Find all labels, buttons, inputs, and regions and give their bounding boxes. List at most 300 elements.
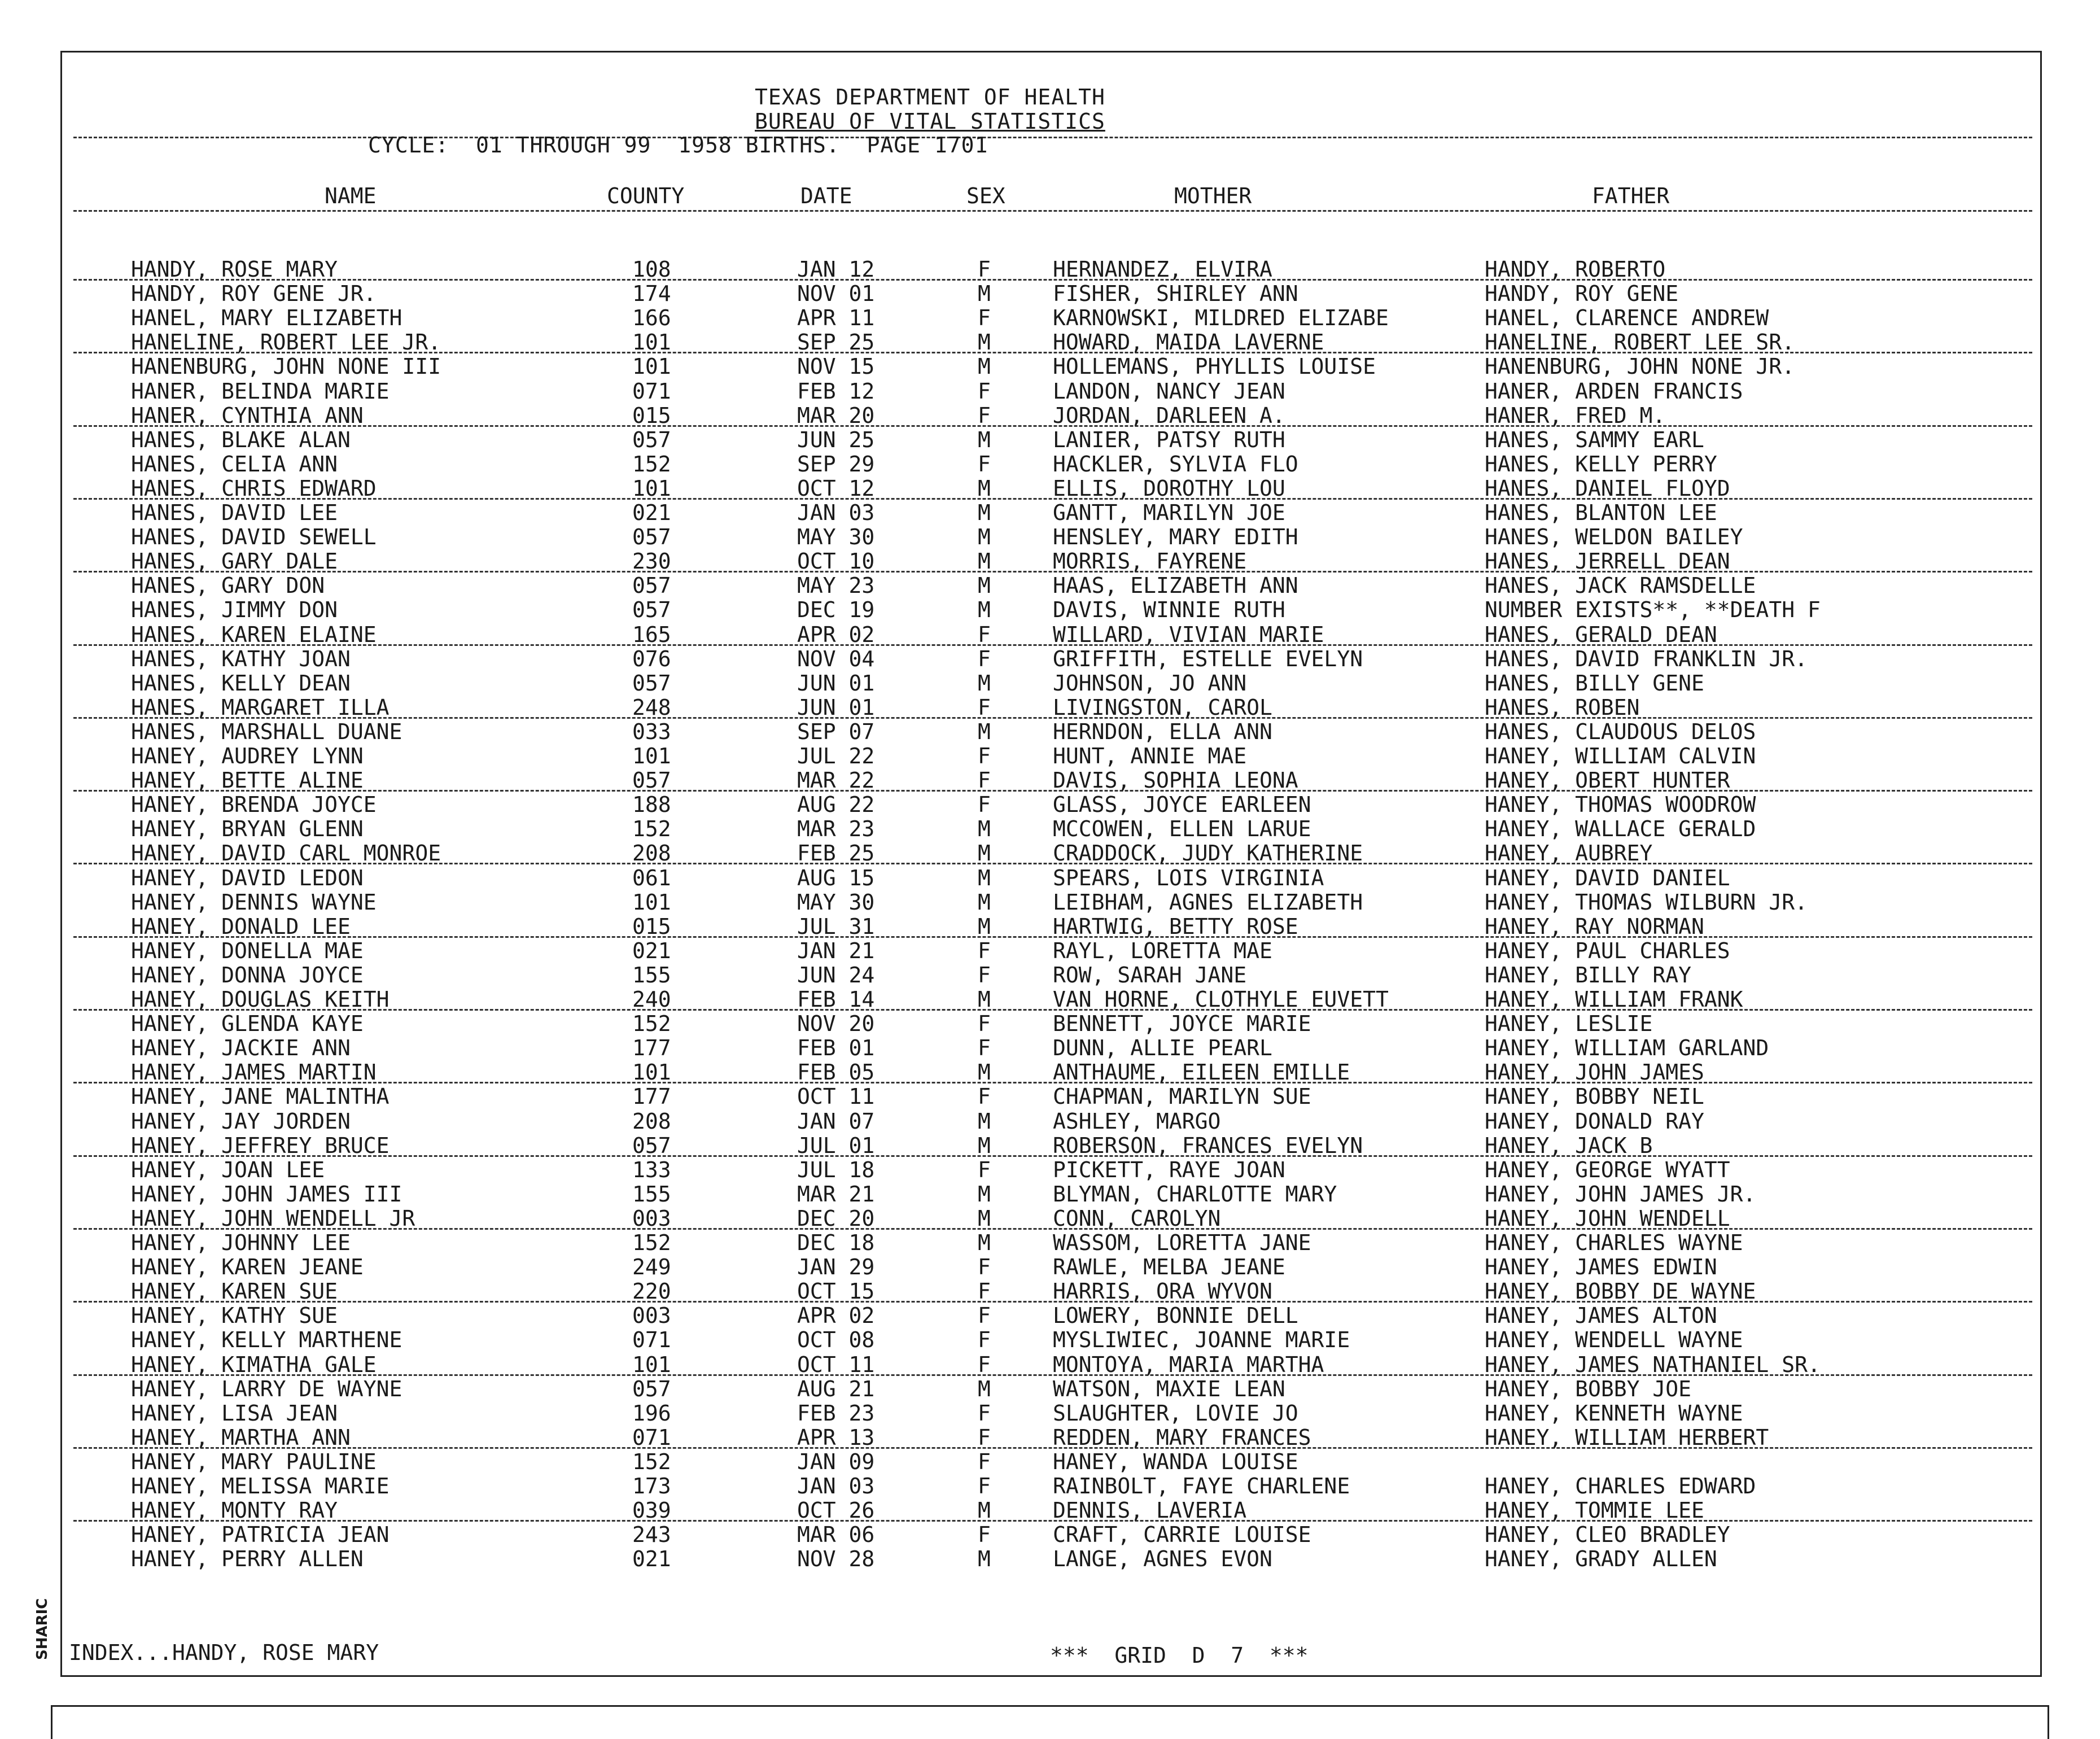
- cell-county: 071: [632, 1327, 671, 1353]
- cell-county: 166: [632, 305, 671, 331]
- cell-county: 196: [632, 1400, 671, 1426]
- cell-mother: DENNIS, LAVERIA: [1053, 1498, 1247, 1523]
- cell-name: HANEY, BETTE ALINE: [131, 768, 364, 793]
- header-bureau: BUREAU OF VITAL STATISTICS: [755, 109, 1105, 134]
- cell-name: HANES, DAVID LEE: [131, 500, 338, 525]
- cell-county: 243: [632, 1522, 671, 1548]
- cell-sex: M: [978, 865, 991, 890]
- cell-name: HANES, MARGARET ILLA: [131, 694, 390, 720]
- cell-mother: ANTHAUME, EILEEN EMILLE: [1053, 1060, 1350, 1085]
- cell-father: HANES, BLANTON LEE: [1485, 500, 1717, 525]
- cell-county: 101: [632, 475, 671, 501]
- cell-date: FEB 23: [797, 1400, 875, 1426]
- cell-mother: HERNDON, ELLA ANN: [1053, 719, 1272, 744]
- cell-mother: DUNN, ALLIE PEARL: [1053, 1035, 1272, 1061]
- cell-sex: F: [978, 1449, 991, 1474]
- cell-county: 108: [632, 257, 671, 282]
- cell-sex: M: [978, 1498, 991, 1523]
- cell-father: HANEY, BOBBY JOE: [1485, 1376, 1692, 1401]
- cell-mother: LIVINGSTON, CAROL: [1053, 694, 1272, 720]
- cell-sex: M: [978, 330, 991, 355]
- cell-sex: F: [978, 1255, 991, 1280]
- cell-date: JUL 31: [797, 914, 875, 939]
- cell-sex: M: [978, 841, 991, 866]
- cell-county: 057: [632, 597, 671, 623]
- cell-county: 057: [632, 1376, 671, 1401]
- cell-county: 061: [632, 865, 671, 890]
- cell-county: 174: [632, 281, 671, 307]
- cell-name: HANEY, BRYAN GLENN: [131, 816, 364, 842]
- cell-father: HANEY, WILLIAM CALVIN: [1485, 744, 1756, 768]
- cell-sex: F: [978, 622, 991, 647]
- cell-county: 249: [632, 1255, 671, 1280]
- cell-name: HANEY, JOHNNY LEE: [131, 1230, 351, 1255]
- cell-county: 173: [632, 1474, 671, 1498]
- cell-name: HANEY, KATHY SUE: [131, 1303, 338, 1329]
- cell-sex: F: [978, 938, 991, 963]
- cell-mother: CHAPMAN, MARILYN SUE: [1053, 1084, 1311, 1109]
- column-header-father: FATHER: [1592, 183, 1670, 208]
- cell-county: 003: [632, 1303, 671, 1329]
- cell-county: 057: [632, 427, 671, 452]
- cell-father: HANEY, JAMES NATHANIEL SR.: [1485, 1352, 1821, 1377]
- cell-sex: M: [978, 597, 991, 623]
- cell-mother: LANDON, NANCY JEAN: [1053, 378, 1285, 404]
- cell-date: FEB 14: [797, 987, 875, 1012]
- cell-sex: M: [978, 1060, 991, 1085]
- cell-sex: M: [978, 500, 991, 525]
- cell-date: AUG 21: [797, 1376, 875, 1401]
- cell-name: HANES, GARY DALE: [131, 549, 338, 574]
- cell-mother: JOHNSON, JO ANN: [1053, 670, 1247, 696]
- cell-name: HANEY, DONALD LEE: [131, 914, 351, 939]
- column-header-name: NAME: [325, 183, 377, 208]
- cell-father: HANES, JERRELL DEAN: [1485, 549, 1730, 574]
- cell-name: HANENBURG, JOHN NONE III: [131, 354, 441, 379]
- footer-grid: *** GRID D 7 ***: [1050, 1643, 1309, 1668]
- cell-sex: M: [978, 281, 991, 307]
- cell-sex: M: [978, 1133, 991, 1158]
- cell-date: OCT 15: [797, 1279, 875, 1304]
- cell-county: 021: [632, 1546, 671, 1572]
- cell-name: HANES, GARY DON: [131, 573, 325, 598]
- cell-sex: F: [978, 1474, 991, 1498]
- cell-sex: F: [978, 694, 991, 720]
- cell-date: NOV 01: [797, 281, 875, 307]
- cell-father: HANEY, THOMAS WOODROW: [1485, 792, 1756, 818]
- cell-mother: LANIER, PATSY RUTH: [1053, 427, 1285, 452]
- cell-date: JAN 21: [797, 938, 875, 963]
- cell-sex: F: [978, 1011, 991, 1037]
- cell-sex: F: [978, 1400, 991, 1426]
- cell-sex: M: [978, 719, 991, 744]
- cell-sex: F: [978, 305, 991, 331]
- cell-mother: WILLARD, VIVIAN MARIE: [1053, 622, 1324, 647]
- column-header-county: COUNTY: [607, 183, 685, 208]
- cell-date: APR 11: [797, 305, 875, 331]
- cell-name: HANES, JIMMY DON: [131, 597, 338, 623]
- cell-date: AUG 22: [797, 792, 875, 818]
- cell-mother: CRADDOCK, JUDY KATHERINE: [1053, 841, 1363, 866]
- cell-name: HANEY, DOUGLAS KEITH: [131, 987, 390, 1012]
- cell-name: HANEY, DONNA JOYCE: [131, 962, 364, 988]
- cell-sex: F: [978, 378, 991, 404]
- cell-name: HANEY, KIMATHA GALE: [131, 1352, 377, 1377]
- cell-sex: M: [978, 1205, 991, 1231]
- cell-date: SEP 25: [797, 330, 875, 355]
- cell-sex: M: [978, 670, 991, 696]
- cell-date: JAN 03: [797, 500, 875, 525]
- cell-date: APR 02: [797, 622, 875, 647]
- cell-county: 015: [632, 403, 671, 428]
- cell-date: DEC 20: [797, 1205, 875, 1231]
- cell-father: HANES, GERALD DEAN: [1485, 622, 1717, 647]
- cell-name: HANES, KELLY DEAN: [131, 670, 351, 696]
- cell-date: FEB 05: [797, 1060, 875, 1085]
- cell-county: 057: [632, 573, 671, 598]
- cell-county: 165: [632, 622, 671, 647]
- cell-mother: HARTWIG, BETTY ROSE: [1053, 914, 1298, 939]
- cell-mother: GLASS, JOYCE EARLEEN: [1053, 792, 1311, 818]
- cell-sex: F: [978, 1157, 991, 1182]
- cell-name: HANER, BELINDA MARIE: [131, 378, 390, 404]
- cell-father: HANEY, PAUL CHARLES: [1485, 938, 1730, 963]
- cell-county: 033: [632, 719, 671, 744]
- cell-name: HANEY, JEFFREY BRUCE: [131, 1133, 390, 1158]
- cell-name: HANES, DAVID SEWELL: [131, 525, 377, 550]
- cell-name: HANEY, JOAN LEE: [131, 1157, 325, 1182]
- cell-date: APR 02: [797, 1303, 875, 1329]
- cell-name: HANES, MARSHALL DUANE: [131, 719, 403, 744]
- cell-father: HANEY, LESLIE: [1485, 1011, 1653, 1037]
- cell-mother: MORRIS, FAYRENE: [1053, 549, 1247, 574]
- cell-date: JUN 24: [797, 962, 875, 988]
- cell-county: 101: [632, 744, 671, 768]
- cell-mother: JORDAN, DARLEEN A.: [1053, 403, 1285, 428]
- cell-county: 101: [632, 354, 671, 379]
- cell-mother: HAAS, ELIZABETH ANN: [1053, 573, 1298, 598]
- cell-mother: LOWERY, BONNIE DELL: [1053, 1303, 1298, 1329]
- cell-date: NOV 20: [797, 1011, 875, 1037]
- cell-father: HANEY, CLEO BRADLEY: [1485, 1522, 1730, 1548]
- cell-sex: F: [978, 962, 991, 988]
- cell-mother: PICKETT, RAYE JOAN: [1053, 1157, 1285, 1182]
- cell-mother: HOLLEMANS, PHYLLIS LOUISE: [1053, 354, 1376, 379]
- cell-mother: BLYMAN, CHARLOTTE MARY: [1053, 1181, 1337, 1207]
- cell-father: HANES, BILLY GENE: [1485, 670, 1704, 696]
- cell-date: DEC 18: [797, 1230, 875, 1255]
- cell-name: HANES, KAREN ELAINE: [131, 622, 377, 647]
- cell-county: 230: [632, 549, 671, 574]
- cell-mother: MCCOWEN, ELLEN LARUE: [1053, 816, 1311, 842]
- footer-index: INDEX...HANDY, ROSE MARY: [69, 1640, 379, 1665]
- cell-father: HANEY, BILLY RAY: [1485, 962, 1692, 988]
- cell-sex: F: [978, 451, 991, 477]
- cell-sex: F: [978, 257, 991, 282]
- column-header-sex: SEX: [966, 183, 1005, 208]
- cell-date: NOV 28: [797, 1546, 875, 1572]
- cell-mother: ROW, SARAH JANE: [1053, 962, 1247, 988]
- cell-name: HANELINE, ROBERT LEE JR.: [131, 330, 441, 355]
- cell-mother: DAVIS, SOPHIA LEONA: [1053, 768, 1298, 793]
- cell-name: HANEY, BRENDA JOYCE: [131, 792, 377, 818]
- cell-mother: RAWLE, MELBA JEANE: [1053, 1255, 1285, 1280]
- column-header-mother: MOTHER: [1174, 183, 1252, 208]
- cell-father: HANEY, JOHN JAMES: [1485, 1060, 1704, 1085]
- cell-county: 152: [632, 451, 671, 477]
- cell-sex: M: [978, 1230, 991, 1255]
- cell-name: HANEY, KELLY MARTHENE: [131, 1327, 403, 1353]
- cell-county: 039: [632, 1498, 671, 1523]
- cell-county: 057: [632, 525, 671, 550]
- cell-name: HANEY, PERRY ALLEN: [131, 1546, 364, 1572]
- cell-county: 177: [632, 1035, 671, 1061]
- cell-sex: F: [978, 744, 991, 768]
- cell-sex: F: [978, 1352, 991, 1377]
- cell-date: JUL 01: [797, 1133, 875, 1158]
- cell-name: HANEL, MARY ELIZABETH: [131, 305, 403, 331]
- cell-name: HANEY, DENNIS WAYNE: [131, 889, 377, 915]
- cell-sex: F: [978, 1279, 991, 1304]
- cell-mother: FISHER, SHIRLEY ANN: [1053, 281, 1298, 307]
- cell-sex: M: [978, 914, 991, 939]
- cell-county: 101: [632, 330, 671, 355]
- cell-date: AUG 15: [797, 865, 875, 890]
- cell-date: SEP 29: [797, 451, 875, 477]
- cell-mother: GRIFFITH, ESTELLE EVELYN: [1053, 646, 1363, 671]
- cell-name: HANEY, GLENDA KAYE: [131, 1011, 364, 1037]
- cell-mother: HERNANDEZ, ELVIRA: [1053, 257, 1272, 282]
- cell-father: HANEY, WILLIAM GARLAND: [1485, 1035, 1769, 1061]
- cell-sex: M: [978, 1181, 991, 1207]
- cell-county: 152: [632, 1230, 671, 1255]
- cell-name: HANEY, KAREN JEANE: [131, 1255, 364, 1280]
- cell-father: HANEY, OBERT HUNTER: [1485, 768, 1730, 793]
- cell-mother: VAN HORNE, CLOTHYLE EUVETT: [1053, 987, 1389, 1012]
- cell-father: HANEY, TOMMIE LEE: [1485, 1498, 1704, 1523]
- cell-mother: ASHLEY, MARGO: [1053, 1108, 1221, 1134]
- cell-name: HANEY, JOHN JAMES III: [131, 1181, 403, 1207]
- cell-father: HANER, ARDEN FRANCIS: [1485, 378, 1743, 404]
- cell-county: 057: [632, 768, 671, 793]
- cell-date: JUL 22: [797, 744, 875, 768]
- cell-date: MAR 20: [797, 403, 875, 428]
- cell-sex: M: [978, 475, 991, 501]
- cell-sex: M: [978, 1376, 991, 1401]
- cell-father: HANES, WELDON BAILEY: [1485, 525, 1743, 550]
- cell-county: 071: [632, 378, 671, 404]
- cell-sex: M: [978, 549, 991, 574]
- cell-sex: F: [978, 792, 991, 818]
- cell-sex: F: [978, 1425, 991, 1450]
- cell-father: HANES, SAMMY EARL: [1485, 427, 1704, 452]
- cell-date: JUN 01: [797, 670, 875, 696]
- cell-name: HANEY, MONTY RAY: [131, 1498, 338, 1523]
- side-stamp: SHARIC: [34, 1598, 51, 1660]
- cell-father: HANEY, THOMAS WILBURN JR.: [1485, 889, 1808, 915]
- cell-name: HANEY, JACKIE ANN: [131, 1035, 351, 1061]
- cell-father: HANEY, GEORGE WYATT: [1485, 1157, 1730, 1182]
- cell-date: MAY 23: [797, 573, 875, 598]
- cell-name: HANES, CELIA ANN: [131, 451, 338, 477]
- cell-sex: F: [978, 646, 991, 671]
- cell-father: HANEY, DAVID DANIEL: [1485, 865, 1730, 890]
- cell-county: 208: [632, 841, 671, 866]
- cell-date: APR 13: [797, 1425, 875, 1450]
- cell-date: JUN 01: [797, 694, 875, 720]
- cell-father: HANEY, JAMES EDWIN: [1485, 1255, 1717, 1280]
- cell-mother: REDDEN, MARY FRANCES: [1053, 1425, 1311, 1450]
- cell-mother: HANEY, WANDA LOUISE: [1053, 1449, 1298, 1474]
- cell-mother: BENNETT, JOYCE MARIE: [1053, 1011, 1311, 1037]
- cell-mother: ELLIS, DOROTHY LOU: [1053, 475, 1285, 501]
- cell-county: 208: [632, 1108, 671, 1134]
- cell-father: HANEY, WILLIAM FRANK: [1485, 987, 1743, 1012]
- cell-sex: F: [978, 403, 991, 428]
- cell-father: HANEY, DONALD RAY: [1485, 1108, 1704, 1134]
- cell-date: NOV 15: [797, 354, 875, 379]
- cell-name: HANEY, JOHN WENDELL JR: [131, 1205, 415, 1231]
- cell-father: HANEY, GRADY ALLEN: [1485, 1546, 1717, 1572]
- cell-sex: F: [978, 1327, 991, 1353]
- cell-date: OCT 10: [797, 549, 875, 574]
- cell-date: JUN 25: [797, 427, 875, 452]
- cell-date: OCT 11: [797, 1352, 875, 1377]
- cell-county: 071: [632, 1425, 671, 1450]
- cell-date: OCT 11: [797, 1084, 875, 1109]
- cell-father: HANEY, BOBBY NEIL: [1485, 1084, 1704, 1109]
- cell-date: OCT 12: [797, 475, 875, 501]
- cell-date: JAN 29: [797, 1255, 875, 1280]
- cell-date: MAR 06: [797, 1522, 875, 1548]
- cell-mother: SPEARS, LOIS VIRGINIA: [1053, 865, 1324, 890]
- cell-date: JAN 12: [797, 257, 875, 282]
- cell-sex: M: [978, 525, 991, 550]
- cell-mother: CONN, CAROLYN: [1053, 1205, 1221, 1231]
- cell-county: 133: [632, 1157, 671, 1182]
- cell-father: HANEY, BOBBY DE WAYNE: [1485, 1279, 1756, 1304]
- cell-county: 220: [632, 1279, 671, 1304]
- cell-county: 101: [632, 1352, 671, 1377]
- cell-county: 015: [632, 914, 671, 939]
- cell-name: HANEY, DAVID LEDON: [131, 865, 364, 890]
- header-department: TEXAS DEPARTMENT OF HEALTH: [755, 85, 1105, 110]
- cell-name: HANEY, MELISSA MARIE: [131, 1474, 390, 1498]
- cell-date: SEP 07: [797, 719, 875, 744]
- cell-mother: WATSON, MAXIE LEAN: [1053, 1376, 1285, 1401]
- cell-county: 021: [632, 500, 671, 525]
- cell-county: 057: [632, 1133, 671, 1158]
- cell-name: HANER, CYNTHIA ANN: [131, 403, 364, 428]
- cell-name: HANDY, ROSE MARY: [131, 257, 338, 282]
- cell-mother: KARNOWSKI, MILDRED ELIZABE: [1053, 305, 1389, 331]
- cell-father: HANES, CLAUDOUS DELOS: [1485, 719, 1756, 744]
- cell-mother: HENSLEY, MARY EDITH: [1053, 525, 1298, 550]
- cell-father: HANEY, JOHN JAMES JR.: [1485, 1181, 1756, 1207]
- cell-date: DEC 19: [797, 597, 875, 623]
- cell-mother: RAINBOLT, FAYE CHARLENE: [1053, 1474, 1350, 1498]
- cell-name: HANES, CHRIS EDWARD: [131, 475, 377, 501]
- cell-date: MAY 30: [797, 889, 875, 915]
- cell-date: FEB 12: [797, 378, 875, 404]
- cell-sex: M: [978, 889, 991, 915]
- cell-date: OCT 08: [797, 1327, 875, 1353]
- cell-name: HANEY, LISA JEAN: [131, 1400, 338, 1426]
- cell-mother: HARRIS, ORA WYVON: [1053, 1279, 1272, 1304]
- cell-sex: M: [978, 987, 991, 1012]
- cell-county: 152: [632, 816, 671, 842]
- cell-sex: F: [978, 768, 991, 793]
- header-cycle: CYCLE: 01 THROUGH 99 1958 BIRTHS. PAGE 1701: [368, 133, 988, 158]
- cell-sex: F: [978, 1084, 991, 1109]
- cell-father: HANEY, JACK B: [1485, 1133, 1653, 1158]
- cell-mother: RAYL, LORETTA MAE: [1053, 938, 1272, 963]
- cell-date: JAN 09: [797, 1449, 875, 1474]
- cell-county: 240: [632, 987, 671, 1012]
- cell-father: HANEY, WILLIAM HERBERT: [1485, 1425, 1769, 1450]
- cell-name: HANEY, DAVID CARL MONROE: [131, 841, 441, 866]
- cell-county: 155: [632, 1181, 671, 1207]
- cell-sex: M: [978, 1108, 991, 1134]
- cell-father: HANEY, JAMES ALTON: [1485, 1303, 1717, 1329]
- cell-father: HANES, JACK RAMSDELLE: [1485, 573, 1756, 598]
- cell-county: 155: [632, 962, 671, 988]
- cell-mother: HOWARD, MAIDA LAVERNE: [1053, 330, 1324, 355]
- cell-date: JUL 18: [797, 1157, 875, 1182]
- cell-county: 021: [632, 938, 671, 963]
- cell-date: MAR 23: [797, 816, 875, 842]
- cell-date: FEB 25: [797, 841, 875, 866]
- cell-mother: MYSLIWIEC, JOANNE MARIE: [1053, 1327, 1350, 1353]
- cell-sex: F: [978, 1522, 991, 1548]
- cell-father: HANEY, WENDELL WAYNE: [1485, 1327, 1743, 1353]
- cell-date: FEB 01: [797, 1035, 875, 1061]
- cell-father: HANEY, AUBREY: [1485, 841, 1653, 866]
- cell-county: 152: [632, 1449, 671, 1474]
- cell-mother: HUNT, ANNIE MAE: [1053, 744, 1247, 768]
- cell-father: HANES, DANIEL FLOYD: [1485, 475, 1730, 501]
- cell-father: HANEL, CLARENCE ANDREW: [1485, 305, 1769, 331]
- cell-mother: HACKLER, SYLVIA FLO: [1053, 451, 1298, 477]
- cell-mother: CRAFT, CARRIE LOUISE: [1053, 1522, 1311, 1548]
- cell-sex: M: [978, 816, 991, 842]
- cell-name: HANDY, ROY GENE JR.: [131, 281, 377, 307]
- cell-father: HANELINE, ROBERT LEE SR.: [1485, 330, 1795, 355]
- cell-sex: M: [978, 573, 991, 598]
- cell-county: 057: [632, 670, 671, 696]
- cell-sex: M: [978, 354, 991, 379]
- cell-name: HANES, BLAKE ALAN: [131, 427, 351, 452]
- cell-county: 152: [632, 1011, 671, 1037]
- cell-name: HANEY, DONELLA MAE: [131, 938, 364, 963]
- cell-mother: WASSOM, LORETTA JANE: [1053, 1230, 1311, 1255]
- cell-mother: ROBERSON, FRANCES EVELYN: [1053, 1133, 1363, 1158]
- cell-sex: F: [978, 1303, 991, 1329]
- cell-mother: DAVIS, WINNIE RUTH: [1053, 597, 1285, 623]
- cell-county: 177: [632, 1084, 671, 1109]
- cell-father: HANES, KELLY PERRY: [1485, 451, 1717, 477]
- cell-mother: GANTT, MARILYN JOE: [1053, 500, 1285, 525]
- cell-father: HANES, DAVID FRANKLIN JR.: [1485, 646, 1808, 671]
- cell-date: MAR 21: [797, 1181, 875, 1207]
- cell-name: HANES, KATHY JOAN: [131, 646, 351, 671]
- cell-father: HANEY, JOHN WENDELL: [1485, 1205, 1730, 1231]
- cell-father: HANENBURG, JOHN NONE JR.: [1485, 354, 1795, 379]
- cell-name: HANEY, AUDREY LYNN: [131, 744, 364, 768]
- cell-date: MAR 22: [797, 768, 875, 793]
- cell-county: 003: [632, 1205, 671, 1231]
- cell-father: HANDY, ROY GENE: [1485, 281, 1679, 307]
